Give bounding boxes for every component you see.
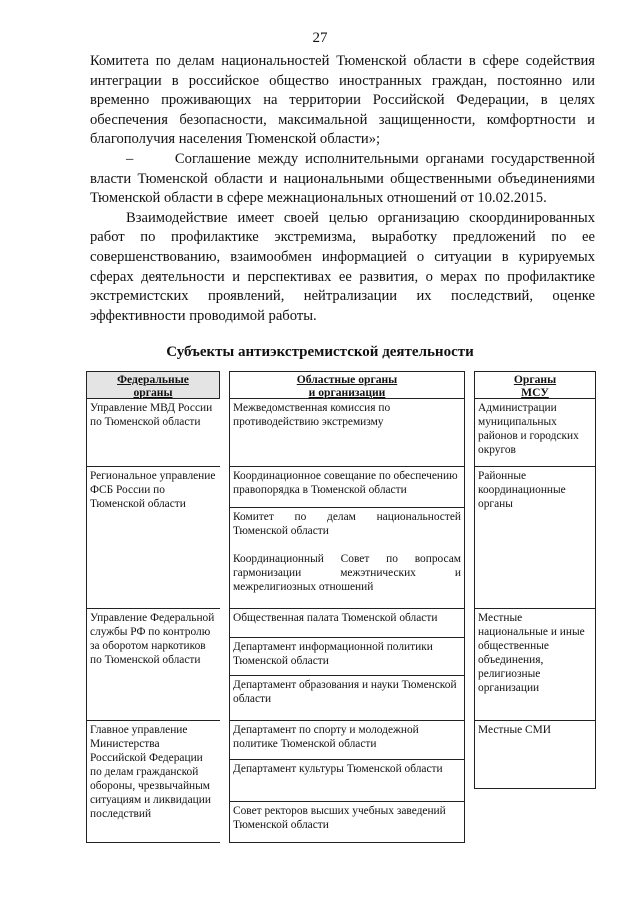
msu-header <box>474 371 596 399</box>
msu-header-line1: Органы <box>513 373 557 386</box>
paragraph-2: – Соглашение между исполнительными органами государственной власти Тюменской области и национальными общественными объединениями Тюменской области в сфере межнациональных отношений от 10.02.2015. <box>90 150 595 207</box>
federal-cell-fsb: Региональное управление ФСБ России по Тюменской области <box>86 467 220 609</box>
msu-cell-district-coord: Районные координационные органы <box>474 467 596 609</box>
regional-cell-education: Департамент образования и науки Тюменской области <box>229 676 465 721</box>
federal-column <box>86 371 220 843</box>
paragraph-1: Комитета по делам национальностей Тюменской области в сфере содействия интеграции в российское общество иностранных граждан, постоянно или временно проживающих на территории Российской Федерации, в целях обеспечения безопасности, максимальной защищенности, комфортности и благополучия населения Тюменской области»; <box>90 53 595 148</box>
regional-cell-info-policy: Департамент информационной политики Тюменской области <box>229 638 465 676</box>
msu-cell-local-media: Местные СМИ <box>474 721 596 789</box>
federal-header-line1: Федеральные <box>117 373 189 386</box>
federal-header-line2: органы <box>133 386 173 399</box>
regional-column <box>229 371 465 843</box>
regional-cell-public-chamber: Общественная палата Тюменской области <box>229 609 465 638</box>
regional-header <box>229 371 465 399</box>
msu-header-line2: МСУ <box>521 386 549 399</box>
section-title: Субъекты антиэкстремистской деятельности <box>166 344 474 360</box>
federal-cell-fskn: Управление Федеральной службы РФ по контролю за оборотом наркотиков по Тюменской области <box>86 609 220 721</box>
regional-council-text: Координационный Совет по вопросам гармонизации межэтнических и межрелигиозных отношений <box>233 553 461 593</box>
regional-header-line1: Областные органы <box>296 373 398 386</box>
msu-column <box>474 371 596 789</box>
regional-cell-committee <box>229 508 465 609</box>
federal-cell-mchs: Главное управление Министерства Российской Федерации по делам гражданской обороны, чрезвычайным ситуациям и ликвидации последствий <box>86 721 220 843</box>
federal-header <box>86 371 220 399</box>
msu-cell-local-associations: Местные национальные и иные общественные объединения, религиозные организации <box>474 609 596 721</box>
regional-committee-text: Комитет по делам национальностей Тюменской области <box>233 511 461 537</box>
regional-header-line2: и организации <box>308 386 386 399</box>
paragraph-3: Взаимодействие имеет своей целью организацию скоординированных работ по профилактике экстремизма, выработку предложений по ее совершенствованию, взаимообмен информацией о ситуации в курируемых сферах деятельности и перспективах ее развития, о мерах по профилактике экстремистских проявлений, нейтрализации их последствий, оценке эффективности проводимой работы. <box>90 209 595 324</box>
regional-cell-rectors: Совет ректоров высших учебных заведений Тюменской области <box>229 802 465 843</box>
regional-cell-culture: Департамент культуры Тюменской области <box>229 760 465 802</box>
regional-cell-commission: Межведомственная комиссия по противодействию экстремизму <box>229 399 465 467</box>
regional-cell-coord-meeting: Координационное совещание по обеспечению правопорядка в Тюменской области <box>229 467 465 508</box>
msu-cell-administrations: Администрации муниципальных районов и городских округов <box>474 399 596 467</box>
page-number: 27 <box>312 30 328 46</box>
regional-cell-sport: Департамент по спорту и молодежной политике Тюменской области <box>229 721 465 760</box>
federal-cell-mvd: Управление МВД России по Тюменской области <box>86 399 220 467</box>
body-text <box>90 52 595 326</box>
